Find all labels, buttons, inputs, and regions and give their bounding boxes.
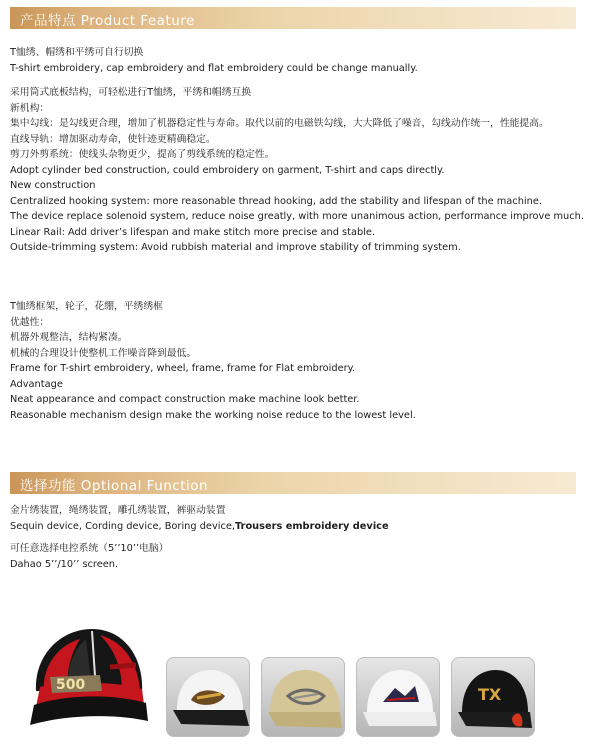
product-feature-header <box>10 7 576 29</box>
cap-logo-text: 500 <box>56 677 86 693</box>
text-line: Neat appearance and compact construction make machine look better. <box>10 394 360 405</box>
feature-block-2 <box>10 85 605 256</box>
text-line: 新机构： <box>10 102 50 114</box>
text-line: 采用筒式底板结构，可轻松进行T恤绣，平绣和帽绣互换 <box>10 87 252 98</box>
optional-block-2 <box>10 541 605 572</box>
cap-thumbnail-2 <box>261 657 345 737</box>
text-line: T恤绣框架，轮子，花绷，平绣绣框 <box>10 301 163 312</box>
text-line: Dahao 5’’/10’’ screen. <box>10 558 119 570</box>
text-line: Centralized hooking system: more reasonable thread hooking, add the stability and lifespan of the machine. <box>10 195 542 207</box>
text-line: Reasonable mechanism design make the working noise reduce to the lowest level. <box>10 409 416 421</box>
text-line: 剪刀外剪系统：使线头杂物更少，提高了剪线系统的稳定性。 <box>10 149 275 160</box>
text-line: Linear Rail: Add driver’s lifespan and make stitch more precise and stable. <box>10 226 376 238</box>
feature-block-3 <box>10 299 605 423</box>
text-line: 金片绣装置，绳绣装置，雕孔绣装置，裤驱动装置 <box>10 505 226 516</box>
trousers-device-text: Trousers embroidery device <box>235 520 389 532</box>
sequin-devices-text: Sequin device, Cording device, Boring device, <box>10 520 236 532</box>
text-line: Adopt cylinder bed construction, could embroidery on garment, T-shirt and caps directly. <box>10 164 445 176</box>
text-line: New construction <box>10 180 96 191</box>
text-line: T-shirt embroidery, cap embroidery and flat embroidery could be change manually. <box>10 62 418 74</box>
text-line: Advantage <box>10 378 63 390</box>
text-line <box>10 519 605 535</box>
optional-block <box>10 503 605 534</box>
text-line: Outside-trimming system: Avoid rubbish material and improve stability of trimming system. <box>10 242 461 253</box>
feature-block-1 <box>10 45 605 76</box>
text-line: 机器外观整洁，结构紧凑。 <box>10 332 128 343</box>
text-line: 直线导轨：增加驱动寿命，使针迹更精确稳定。 <box>10 133 216 145</box>
big-cap-image <box>30 621 148 733</box>
cap-logo-text: TX <box>478 685 502 704</box>
text-line: 集中勾线：是勾线更合理，增加了机器稳定性与寿命。取代以前的电磁铁勾线，大大降低了噪音，勾线动作统一，性能提高。 <box>10 118 549 129</box>
text-line: 机械的合理设计使整机工作噪音降到最低。 <box>10 347 197 359</box>
text-line: 优越性： <box>10 316 50 328</box>
cap-thumbnail-1 <box>166 657 250 737</box>
cap-thumbnail-4 <box>451 657 535 737</box>
product-feature-title: 产品特点 Product Feature <box>20 13 195 29</box>
cap-thumbnail-3 <box>356 657 440 737</box>
text-line: T恤绣、帽绣和平绣可自行切换 <box>10 47 144 58</box>
optional-function-header <box>10 472 576 494</box>
text-line: 可任意选择电控系统（5’’10’’电脑） <box>10 543 169 554</box>
text-line: The device replace solenoid system, reduce noise greatly, with more unanimous action, performance improve much. <box>10 211 584 222</box>
text-line: Frame for T-shirt embroidery, wheel, frame, frame for Flat embroidery. <box>10 363 356 374</box>
optional-function-title: 选择功能 Optional Function <box>20 478 209 494</box>
